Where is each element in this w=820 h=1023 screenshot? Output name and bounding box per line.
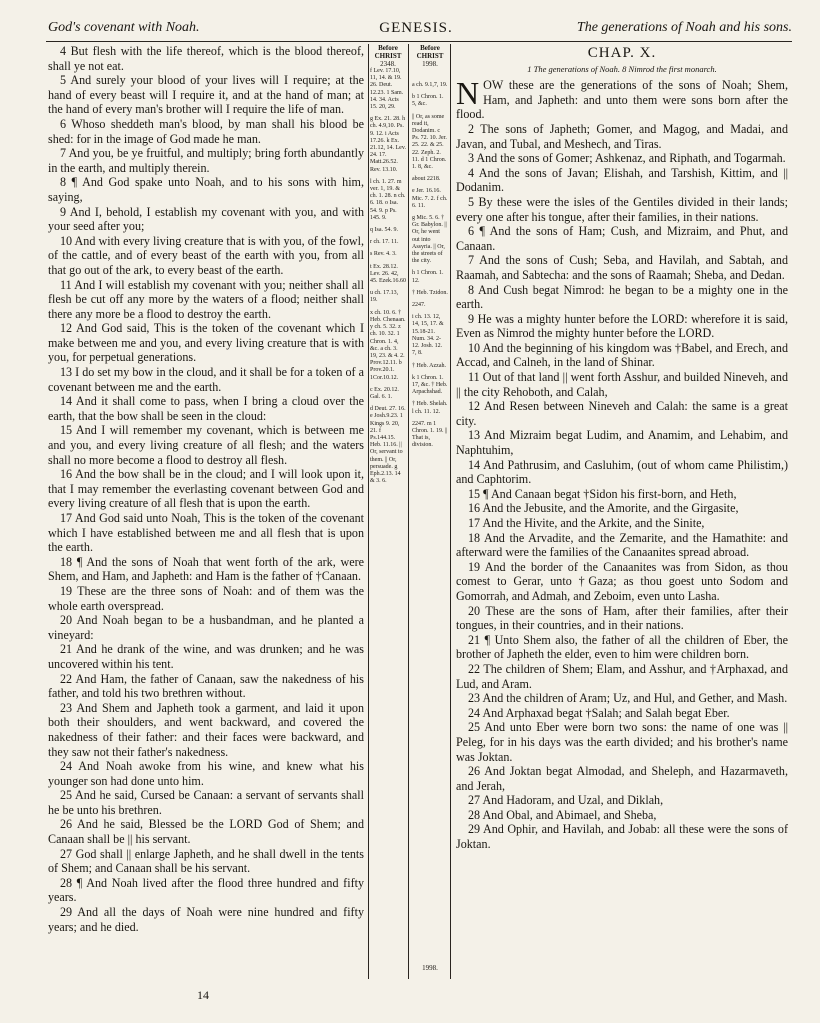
verse: 6 ¶ And the sons of Ham; Cush, and Mizraim, and Phut, and Canaan. — [456, 224, 788, 253]
verse: 7 And the sons of Cush; Seba, and Havilah, and Sabtah, and Raamah, and Sabtecha: and the sons of Raamah; Sheba, and Dedan. — [456, 253, 788, 282]
verse: 4 And the sons of Javan; Elishah, and Tarshish, Kittim, and || Dodanim. — [456, 165, 788, 195]
verse: 22 The children of Shem; Elam, and Asshur, and †Arphaxad, and Lud, and Aram. — [456, 661, 788, 691]
cross-reference: f Lev. 17.10, 11, 14. & 19. 26. Deut. 12.23. 1 Sam. 14. 34. Acts 15. 20, 29. — [370, 68, 404, 111]
verse: 5 By these were the isles of the Gentiles divided in their lands; every one after his tongue, after their families, in their nations. — [456, 194, 788, 224]
header-left: God's covenant with Noah. — [48, 20, 200, 35]
verse: 19 And the border of the Canaanites was from Sidon, as thou comest to Gerar, unto †Gaza; as thou goest unto Sodom and Gomorrah, and Admah, and Zeboim, even unto Lasha. — [456, 559, 788, 603]
cross-reference: b 1 Chron. 1. 5, &c. — [412, 94, 444, 108]
verse: 18 ¶ And the sons of Noah that went forth of the ark, were Shem, and Ham, and Japheth: and Ham is the father of †Canaan. — [48, 554, 364, 584]
running-header — [40, 20, 792, 42]
verse: 24 And Arphaxad begat †Salah; and Salah begat Eber. — [468, 705, 730, 720]
verse: 9 He was a mighty hunter before the LORD: wherefore it is said, Even as Nimrod the mighty hunter before the LORD. — [456, 311, 788, 341]
center-margin — [368, 44, 450, 979]
cross-reference: g Ex. 21. 28. h ch. 4.9,10. Ps. 9. 12. i Acts 17.26. k Ex. 21.12, 14. Lev. 24. 17. Matt.26.52. Rev. 13.10. — [370, 116, 406, 173]
verse: 26 And he said, Blessed be the LORD God of Shem; and Canaan shall be || his servant. — [48, 817, 364, 847]
verse: 7 And you, be ye fruitful, and multiply; bring forth abundantly in the earth, and multiply therein. — [48, 146, 364, 175]
verse: 22 And Ham, the father of Canaan, saw the nakedness of his father, and told his two brethren without. — [48, 671, 364, 701]
verse: 29 And all the days of Noah were nine hundred and fifty years; and he died. — [48, 905, 364, 934]
verse: 25 And unto Eber were born two sons: the name of one was || Peleg, for in his days was the earth divided; and his brother's name was Joktan. — [456, 720, 788, 764]
verse: 16 And the bow shall be in the cloud; and I will look upon it, that I may remember the everlasting covenant between God and every living creature of all flesh that is upon the earth. — [48, 467, 364, 511]
cross-reference: † Heb. Azzah. — [412, 362, 446, 369]
verse: 12 And Resen between Nineveh and Calah: the same is a great city. — [456, 399, 788, 428]
cross-reference: || Or, as some read it, Dodanim. c Ps. 72. 10. Jer. 25. 22. & 25. 22. Zeph. 2. 11. d 1 Chron. 1. 8, &c. — [412, 113, 447, 171]
cross-reference: c Ex. 20.12. Gal. 6. 1. — [370, 386, 399, 400]
margin-rule-right — [450, 44, 451, 979]
cross-references-left — [370, 68, 406, 490]
verse: 15 ¶ And Canaan begat †Sidon his first-born, and Heth, — [468, 486, 737, 501]
cross-reference: l ch. 1. 27. m ver. 1, 19. & ch. 1. 28. n ch. 6. 18. o Isa. 54. 9. p Ps. 145. 9. — [370, 178, 406, 221]
before-christ-label — [411, 44, 449, 68]
cross-reference: i ch. 13. 12, 14, 15, 17. & 15.18-21. Num. 34. 2-12. Josh. 12. 7, 8. — [412, 314, 444, 357]
verse: 13 I do set my bow in the cloud, and it shall be for a token of a covenant between me and the earth. — [48, 365, 364, 394]
cross-references-right — [412, 82, 448, 455]
cross-reference: s Rev. 4. 3. — [370, 251, 397, 258]
verse: 12 And God said, This is the token of the covenant which I make between me and you, and every living creature that is with you, for perpetual generations. — [48, 321, 364, 365]
cross-reference: q Isa. 54. 9. — [370, 227, 398, 234]
cross-reference: d Deut. 27. 16. e Josh.9.23. 1 Kings 9. 20, 21. f Ps.144.15. Heb. 11.16. || Or, servant to them. || Or, persuade. g Eph.2.13. 14 & 3. 6. — [370, 406, 406, 485]
right-verses — [456, 122, 788, 852]
verse: 2 The sons of Japheth; Gomer, and Magog, and Madai, and Javan, and Tubal, and Meshech, and Tiras. — [456, 121, 788, 151]
verse: 15 And I will remember my covenant, which is between me and you, and every living creature of all flesh; and the waters shall no more become a flood to destroy all flesh. — [48, 423, 364, 467]
verse: 10 And with every living creature that is with you, of the fowl, of the cattle, and of every beast of the earth with you, from all that go out of the ark, to every beast of the earth. — [48, 233, 364, 277]
cross-reference: r ch. 17. 11. — [370, 239, 399, 246]
book-title: GENESIS. — [379, 20, 453, 36]
verse: 14 And Pathrusim, and Casluhim, (out of whom came Philistim,) and Caphtorim. — [456, 457, 788, 487]
cross-reference: t Ex. 28.12. Lev. 26. 42, 45. Ezek.16.60 — [370, 263, 406, 285]
cross-reference: 2247. m 1 Chron. 1. 19. || That is, division. — [412, 420, 448, 449]
margin-year: 1998. — [422, 60, 438, 68]
verse: 16 And the Jebusite, and the Amorite, and the Girgasite, — [468, 501, 739, 516]
cross-reference: † Heb. Shelah. l ch. 11. 12. — [412, 401, 448, 415]
verse: 17 And God said unto Noah, This is the token of the covenant which I have established between me and all flesh that is upon the earth. — [48, 511, 364, 555]
verse: 18 And the Arvadite, and the Zemarite, and the Hamathite: and afterward were the families of the Canaanites spread abroad. — [456, 530, 788, 560]
first-verse — [456, 75, 788, 122]
cross-reference: e Jer. 16.16. Mic. 7. 2. f ch. 6. 11. — [412, 188, 448, 209]
verse-text: OW these are the generations of the sons of Noah; Shem, Ham, and Japheth: and unto them were sons born after the flood. — [456, 78, 788, 122]
verse: 20 These are the sons of Ham, after their families, after their tongues, in their countries, and in their nations. — [456, 603, 788, 633]
verse: 8 And Cush begat Nimrod: he began to be a mighty one in the earth. — [456, 282, 788, 312]
before-christ-label — [369, 44, 407, 68]
verse: 27 God shall || enlarge Japheth, and he shall dwell in the tents of Shem; and Canaan shall be his servant. — [48, 846, 364, 876]
verse: 21 And he drank of the wine, and was drunken; and he was uncovered within his tent. — [48, 642, 364, 671]
verse: 29 And Ophir, and Havilah, and Jobab: all these were the sons of Joktan. — [456, 822, 788, 852]
verse: 13 And Mizraim begat Ludim, and Anamim, and Lehabim, and Naphtuhim, — [456, 428, 788, 458]
verse: 25 And he said, Cursed be Canaan: a servant of servants shall he be unto his brethren. — [48, 788, 364, 817]
verse: 11 And I will establish my covenant with you; neither shall all flesh be cut off any more by the waters of a flood; neither shall there any more be a flood to destroy the earth. — [48, 277, 364, 321]
page-number: 14 — [197, 988, 209, 1002]
before-christ-text: Before CHRIST — [416, 44, 444, 60]
chapter-heading: CHAP. X. — [587, 45, 657, 61]
drop-cap: N — [456, 75, 480, 112]
verse: 11 Out of that land || went forth Asshur, and builded Nineveh, and || the city Rehoboth, and Calah, — [456, 370, 788, 399]
verse: 17 And the Hivite, and the Arkite, and the Sinite, — [468, 516, 705, 530]
margin-rule-center — [408, 44, 409, 979]
cross-reference: † Heb. Tzidon. — [412, 289, 448, 296]
margin-year: 2348. — [380, 60, 396, 68]
margin-rule-left — [368, 44, 369, 979]
verse: 3 And the sons of Gomer; Ashkenaz, and Riphath, and Togarmah. — [468, 151, 786, 166]
verse: 23 And Shem and Japheth took a garment, and laid it upon both their shoulders, and went backward, and covered the nakedness of their father: and their faces were backward, and they saw not their father's nakedness. — [48, 700, 364, 759]
verse: 8 ¶ And God spake unto Noah, and to his sons with him, saying, — [48, 175, 364, 204]
right-column — [456, 44, 788, 852]
cross-reference: h 1 Chron. 1. 12. — [412, 270, 444, 284]
verse: 24 And Noah awoke from his wine, and knew what his younger son had done unto him. — [48, 759, 364, 788]
cross-reference: x ch. 10. 6. † Heb. Chenaan. y ch. 5. 32. z ch. 10. 32. 1 Chron. 1. 4, &c. a ch. 3. 19, 23. & 4. 2. Prov.12.11. b Prov.20.1. 1Cor.10.12. — [370, 309, 406, 381]
verse: 19 These are the three sons of Noah: and of them was the whole earth overspread. — [48, 583, 364, 613]
header-rule — [46, 41, 792, 42]
margin-bottom-year: 1998. — [422, 964, 438, 972]
verse: 27 And Hadoram, and Uzal, and Diklah, — [468, 793, 664, 808]
verse: 28 And Obal, and Abimael, and Sheba, — [468, 807, 657, 822]
chapter-summary: 1 The generations of Noah. 8 Nimrod the first monarch. — [527, 63, 717, 74]
verse: 14 And it shall come to pass, when I bring a cloud over the earth, that the bow shall be seen in the cloud: — [48, 394, 364, 423]
verse: 26 And Joktan begat Almodad, and Sheleph, and Hazarmaveth, and Jerah, — [456, 764, 788, 793]
verse: 4 But flesh with the life thereof, which is the blood thereof, shall ye not eat. — [48, 44, 364, 73]
cross-reference: k 1 Chron. 1. 17, &c. † Heb. Arpachshad. — [412, 374, 448, 396]
before-christ-text: Before CHRIST — [374, 44, 402, 60]
verse: 9 And I, behold, I establish my covenant with you, and with your seed after you; — [48, 204, 364, 234]
header-right: The generations of Noah and his sons. — [576, 20, 792, 35]
verse: 23 And the children of Aram; Uz, and Hul, and Gether, and Mash. — [468, 691, 788, 706]
verse: 21 ¶ Unto Shem also, the father of all the children of Eber, the brother of Japheth the elder, even to him were children born. — [456, 632, 788, 662]
cross-reference: 2247. — [412, 302, 426, 309]
verse: 6 Whoso sheddeth man's blood, by man shall his blood be shed: for in the image of God made he man. — [48, 116, 364, 146]
verse: 5 And surely your blood of your lives will I require; at the hand of every beast will I require it, and at the hand of man; at the hand of every man's brother will I require the life of man. — [48, 73, 364, 117]
verse: 28 ¶ And Noah lived after the flood three hundred and fifty years. — [48, 875, 364, 905]
cross-reference: about 2218. — [412, 176, 441, 183]
left-column — [48, 44, 364, 934]
verse: 10 And the beginning of his kingdom was †Babel, and Erech, and Accad, and Calneh, in the land of Shinar. — [456, 340, 788, 370]
cross-reference: a ch. 9.1,7, 19. — [412, 82, 448, 88]
cross-reference: g Mic. 5. 6. † Gr. Babylon. || Or, he went out into Assyria. || Or, the streets of the city. — [412, 215, 447, 265]
cross-reference: u ch. 17.13, 19. — [370, 290, 399, 304]
verse: 20 And Noah began to be a husbandman, and he planted a vineyard: — [48, 613, 364, 642]
